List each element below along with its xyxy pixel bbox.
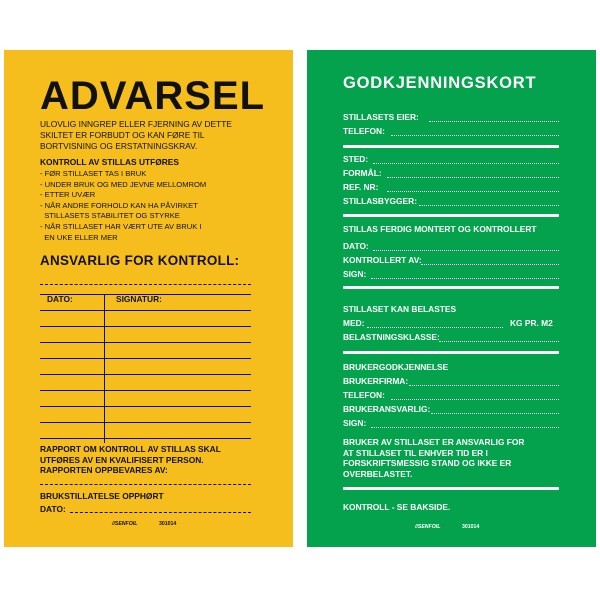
checklist-item: STILLASETS STABILITET OG STYRKE <box>40 211 180 221</box>
approval-card <box>307 50 596 547</box>
checklist-item: - ETTER UVÆR <box>40 190 96 200</box>
with-label: MED: <box>343 318 365 328</box>
warning-title: ADVARSEL <box>40 74 266 118</box>
fill-line <box>371 278 559 279</box>
warning-intro <box>40 119 270 152</box>
intro-line: ULOVLIG INNGREP ELLER FJERNING AV DETTE <box>40 119 232 129</box>
fill-line <box>421 264 559 265</box>
assembled-heading: STILLAS FERDIG MONTERT OG KONTROLLERT <box>343 224 537 234</box>
use-permit-ended: BRUKSTILLATELSE OPPHØRT <box>40 491 164 501</box>
brand-logo: //SENFOIL <box>112 521 138 527</box>
table-rule <box>40 342 251 343</box>
section-divider <box>343 145 559 148</box>
table-header-date: DATO: <box>47 294 73 304</box>
section-divider <box>343 487 559 490</box>
checklist-item: - FØR STILLASET TAS I BRUK <box>40 169 147 178</box>
product-code: 301014 <box>462 524 480 530</box>
phone-label: TELEFON: <box>343 126 385 136</box>
purpose-label: FORMÅL: <box>343 168 382 178</box>
user-approval-heading: BRUKERGODKJENNELSE <box>343 362 449 372</box>
place-label: STED: <box>343 154 369 164</box>
date-fill-line <box>70 512 251 513</box>
responsibility-line: BRUKER AV STILLASET ER ANSVARLIG FOR <box>343 437 525 447</box>
responsible-heading: ANSVARLIG FOR KONTROLL: <box>40 253 240 268</box>
table-rule <box>40 390 251 391</box>
user-responsible-label: BRUKERANSVARLIG: <box>343 404 431 414</box>
checked-by-label: KONTROLLERT AV: <box>343 255 422 265</box>
fill-line <box>387 191 559 192</box>
owner-label: STILLASETS EIER: <box>343 112 419 122</box>
product-code: 301014 <box>159 521 177 527</box>
intro-line: SKILTET ER FORBUDT OG KAN FØRE TIL <box>40 130 205 140</box>
dotted-line <box>40 284 251 285</box>
fill-line <box>431 413 559 414</box>
fill-line <box>391 135 559 136</box>
responsibility-line: OVERBELASTET. <box>343 468 413 479</box>
responsibility-note <box>343 437 583 479</box>
table-header-signature: SIGNATUR: <box>116 294 162 304</box>
date-label: DATO: <box>343 241 369 251</box>
user-sign-label: SIGN: <box>343 418 367 428</box>
date-label: DATO: <box>40 504 66 514</box>
builder-label: STILLASBYGGER: <box>343 196 417 206</box>
fill-line <box>373 163 559 164</box>
dotted-line <box>40 484 251 485</box>
fill-line <box>419 205 559 206</box>
ref-label: REF. NR: <box>343 182 379 192</box>
back-note: KONTROLL - SE BAKSIDE. <box>343 502 451 512</box>
checklist-item: - NÅR STILLASET HAR VÆRT UTE AV BRUK I <box>40 221 202 231</box>
checklist-item: - NÅR ANDRE FORHOLD KAN HA PÅVIRKET <box>40 200 198 210</box>
checklist <box>40 169 280 243</box>
report-note <box>40 444 275 476</box>
approval-title: GODKJENNINGSKORT <box>343 74 537 92</box>
fill-line <box>409 385 559 386</box>
user-phone-label: TELEFON: <box>343 390 385 400</box>
section-divider <box>343 286 559 289</box>
load-class-label: BELASTNINGSKLASSE: <box>343 332 440 342</box>
section-divider <box>343 214 559 217</box>
fill-line <box>387 177 559 178</box>
checklist-item: EN UKE ELLER MER <box>40 232 118 242</box>
fill-line <box>439 341 559 342</box>
inspection-log-table <box>40 294 251 443</box>
brand-logo: //SENFOIL <box>415 524 441 530</box>
table-rule <box>40 374 251 375</box>
responsibility-line: FORSKRIFTSMESSIG STAND OG IKKE ER <box>343 458 512 469</box>
checklist-item: - UNDER BRUK OG MED JEVNE MELLOMROM <box>40 179 207 189</box>
table-column-divider <box>104 294 105 443</box>
fill-line <box>373 250 559 251</box>
load-heading: STILLASET KAN BELASTES <box>343 304 457 314</box>
kg-unit: KG PR. M2 <box>510 318 553 328</box>
responsibility-line: AT STILLASET TIL ENHVER TID ER I <box>343 447 488 458</box>
section-divider <box>343 351 559 354</box>
user-company-label: BRUKERFIRMA: <box>343 376 409 386</box>
report-line: RAPPORT OM KONTROLL AV STILLAS SKAL <box>40 444 221 454</box>
table-rule <box>40 422 251 423</box>
report-line: RAPPORTEN OPPBEVARES AV: <box>40 465 168 476</box>
table-rule <box>40 326 251 327</box>
report-line: UTFØRES AV EN KVALIFISERT PERSON. <box>40 454 204 465</box>
fill-line <box>429 121 559 122</box>
table-rule <box>40 406 251 407</box>
fill-line <box>391 399 559 400</box>
fill-line <box>367 327 503 328</box>
table-rule <box>40 310 251 311</box>
table-rule <box>40 358 251 359</box>
intro-line: BORTVISNING OG ERSTATNINGSKRAV. <box>40 141 198 151</box>
warning-card <box>4 50 293 547</box>
fill-line <box>371 427 559 428</box>
checklist-heading: KONTROLL AV STILLAS UTFØRES <box>40 157 179 167</box>
sign-label: SIGN: <box>343 269 367 279</box>
table-rule <box>40 438 251 439</box>
